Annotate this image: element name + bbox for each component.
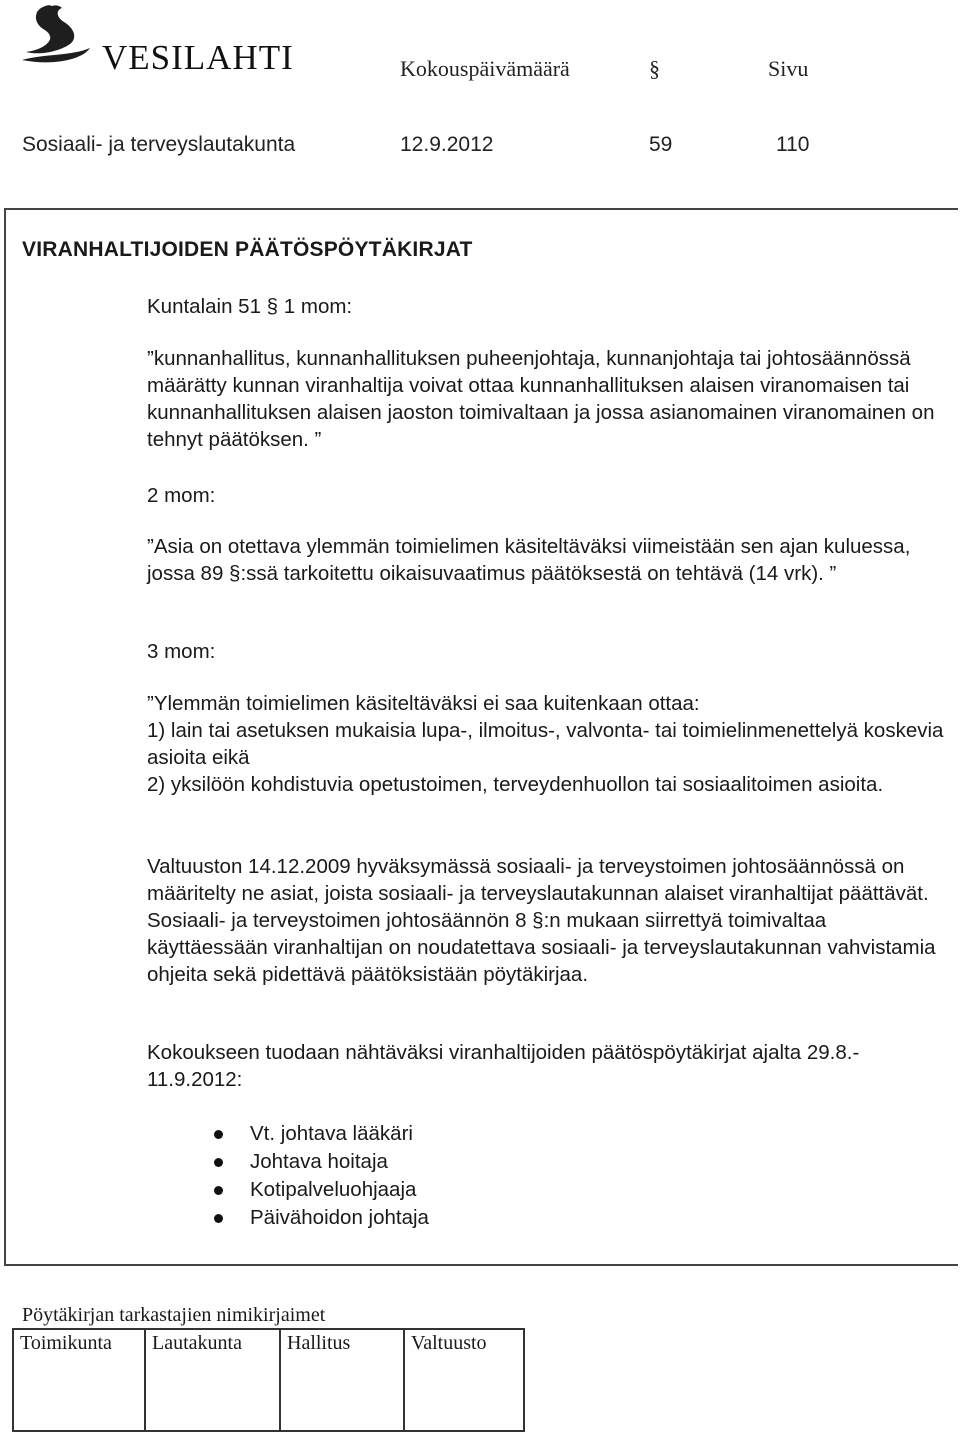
vesilahti-logo: [12, 0, 294, 80]
officials-list: [207, 1120, 429, 1232]
quote-paragraph-2: ”Asia on otettava ylemmän toimielimen käsiteltäväksi viimeistään sen ajan kuluessa, jossa 89 §:ssä tarkoitettu oikaisuvaatimus päätöksestä on tehtävä (14 vrk). ”: [147, 535, 911, 585]
list-item: [207, 1204, 429, 1232]
signature-cell-toimikunta: Toimikunta: [13, 1329, 145, 1431]
committee-name: Sosiaali- ja terveyslautakunta: [22, 133, 296, 156]
mom3-label: 3 mom:: [147, 640, 216, 663]
list-item-label: Vt. johtava lääkäri: [250, 1122, 413, 1145]
signatures-table: [12, 1328, 525, 1432]
signature-cell-hallitus: Hallitus: [280, 1329, 404, 1431]
signature-cell-valtuusto: Valtuusto: [404, 1329, 524, 1431]
signature-cell-lautakunta: Lautakunta: [145, 1329, 280, 1431]
quote3-line: 1) lain tai asetuksen mukaisia lupa-, ilmoitus-, valvonta- tai toimielinmenettelyä koskevia asioita eikä: [147, 719, 944, 769]
signatures-title: Pöytäkirjan tarkastajien nimikirjaimet: [22, 1304, 326, 1326]
bullet-icon: [214, 1130, 223, 1139]
quote-paragraph-1: ”kunnanhallitus, kunnanhallituksen puheenjohtaja, kunnanjohtaja tai johtosäännössä määrätty kunnan viranhaltija voivat ottaa kunnanhallituksen alaisen viranomaisen tai kunnanhallituksen alaisen jaoston toimivaltaan ja jossa asianomainen viranomainen on tehnyt päätöksen. ”: [147, 347, 935, 451]
list-item-label: Johtava hoitaja: [250, 1150, 388, 1173]
body-paragraph-1: Valtuuston 14.12.2009 hyväksymässä sosiaali- ja terveystoimen johtosäännössä on määritelty ne asiat, joista sosiaali- ja terveyslautakunnan alaiset viranhaltijat päättävät. Sosiaali- ja terveystoimen johtosäännön 8 §:n mukaan siirrettyä toimivaltaa käyttäessään viranhaltijan on noudatettava sosiaali- ja terveyslautakunnan vahvistamia ohjeita sekä pidettävä päätöksistään pöytäkirjaa.: [147, 855, 936, 986]
section-number: 59: [649, 133, 673, 156]
bullet-icon: [214, 1214, 223, 1223]
page-column-label: Sivu: [768, 56, 809, 81]
section-symbol-label: §: [649, 56, 660, 81]
list-item: [207, 1120, 429, 1148]
quote-paragraph-3: [147, 690, 947, 798]
list-item-label: Kotipalveluohjaaja: [250, 1178, 417, 1201]
list-item: [207, 1148, 429, 1176]
bullet-icon: [214, 1158, 223, 1167]
law-reference: Kuntalain 51 § 1 mom:: [147, 295, 353, 318]
document-title: VIRANHALTIJOIDEN PÄÄTÖSPÖYTÄKIRJAT: [22, 238, 473, 261]
list-item-label: Päivähoidon johtaja: [250, 1206, 429, 1229]
list-item: [207, 1176, 429, 1204]
quote3-line: ”Ylemmän toimielimen käsiteltäväksi ei saa kuitenkaan ottaa:: [147, 692, 700, 715]
bullet-icon: [214, 1186, 223, 1195]
mom2-label: 2 mom:: [147, 484, 216, 507]
date-column-label: Kokouspäivämäärä: [400, 56, 570, 81]
body-paragraph-2: Kokoukseen tuodaan nähtäväksi viranhaltijoiden päätöspöytäkirjat ajalta 29.8.- 11.9.2012:: [147, 1041, 860, 1091]
logo-text: VESILAHTI: [102, 38, 294, 77]
quote3-line: 2) yksilöön kohdistuvia opetustoimen, terveydenhuollon tai sosiaalitoimen asioita.: [147, 773, 884, 796]
page-number: 110: [776, 133, 810, 156]
meeting-date: 12.9.2012: [400, 133, 494, 156]
